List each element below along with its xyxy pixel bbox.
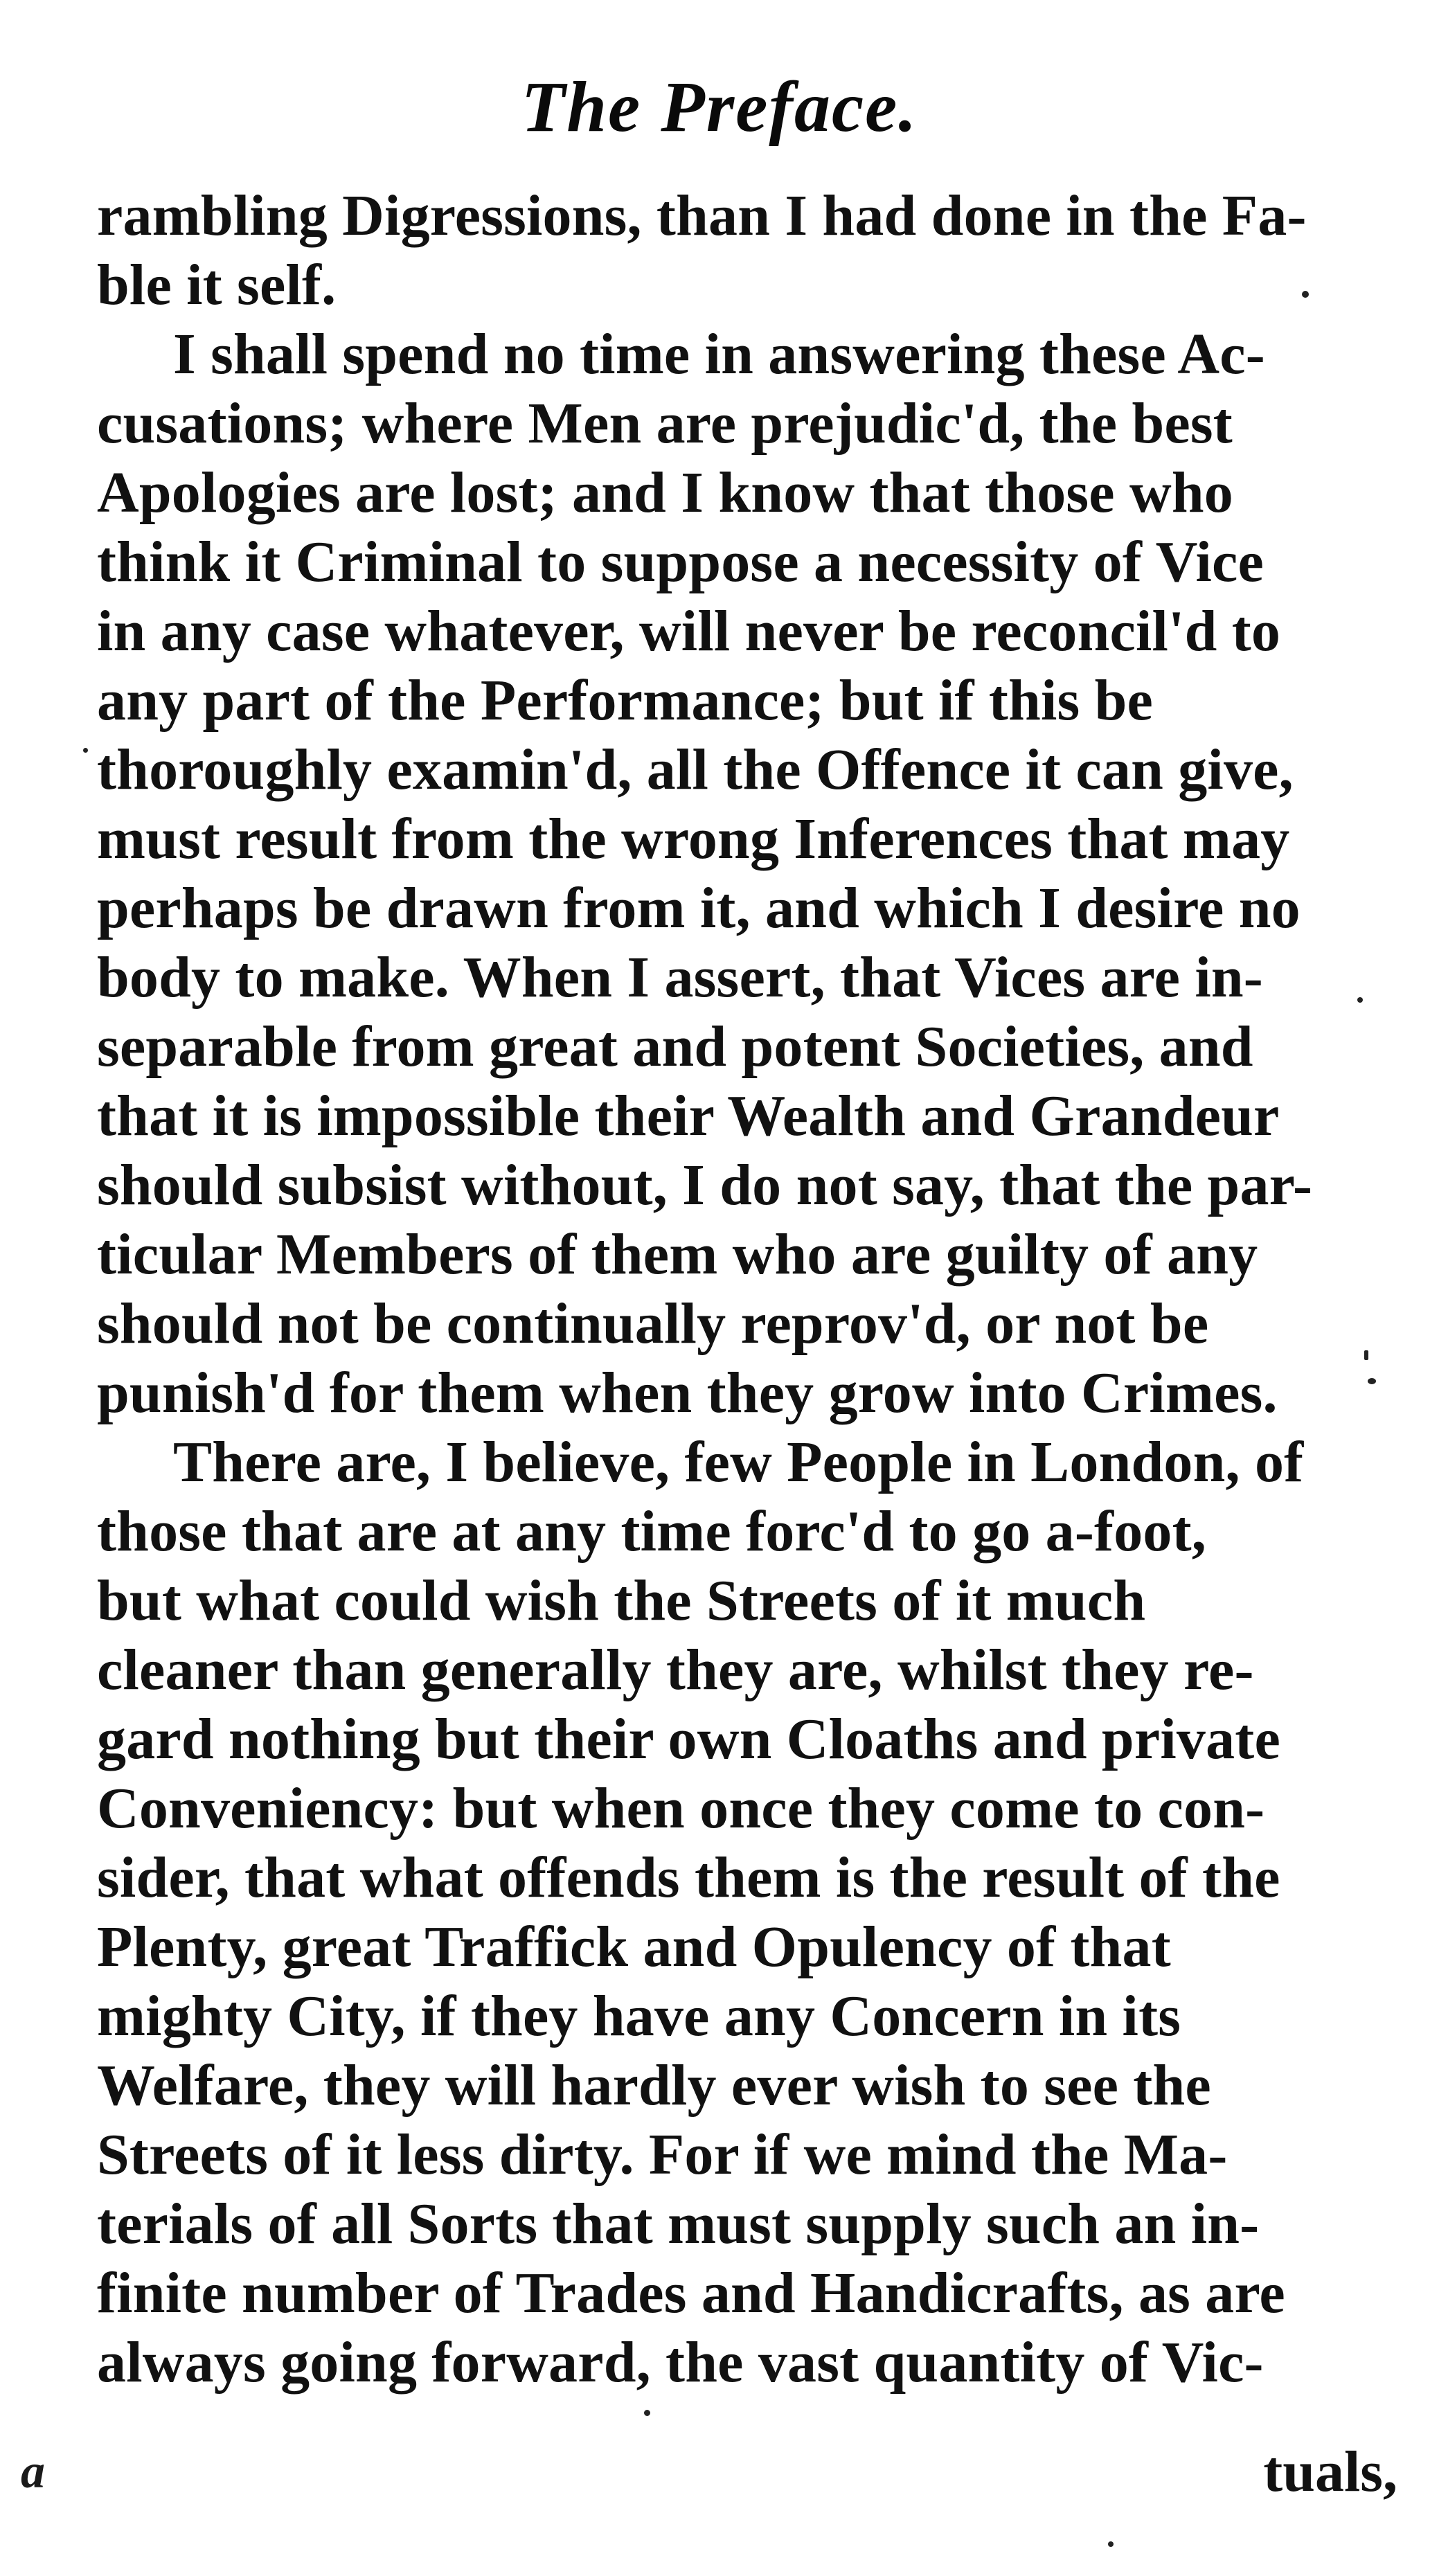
text-line: Plenty, great Traffick and Opulency of that xyxy=(97,1915,1171,1979)
text-line: ticular Members of them who are guilty of any xyxy=(97,1222,1258,1287)
text-line: cleaner than generally they are, whilst they re- xyxy=(97,1638,1254,1702)
text-line: must result from the wrong Inferences that may xyxy=(97,807,1290,871)
text-line: terials of all Sorts that must supply such an in- xyxy=(97,2192,1260,2256)
text-line: Conveniency: but when once they come to con- xyxy=(97,1776,1265,1841)
text-line: should subsist without, I do not say, that the par- xyxy=(97,1153,1313,1217)
ink-speck xyxy=(644,2410,650,2416)
text-line: separable from great and potent Societies, and xyxy=(97,1014,1253,1079)
text-line: finite number of Trades and Handicrafts, as are xyxy=(97,2261,1285,2325)
running-head: The Preface. xyxy=(521,67,918,147)
ink-speck xyxy=(1368,1378,1376,1384)
ink-speck xyxy=(83,748,88,753)
page-footer xyxy=(0,2438,1439,2514)
text-line: should not be continually reprov'd, or not be xyxy=(97,1291,1209,1356)
ink-speck xyxy=(1357,997,1363,1003)
text-line: ble it self. xyxy=(97,253,337,317)
text-line: Welfare, they will hardly ever wish to see the xyxy=(97,2053,1211,2118)
text-line: I shall spend no time in answering these Ac- xyxy=(173,322,1265,386)
text-line: always going forward, the vast quantity of Vic- xyxy=(97,2330,1264,2395)
text-line: Apologies are lost; and I know that those who xyxy=(97,460,1233,525)
text-line: in any case whatever, will never be reconcil'd to xyxy=(97,599,1281,663)
text-line: sider, that what offends them is the result of the xyxy=(97,1845,1280,1910)
body-text xyxy=(97,181,1357,2397)
signature-mark: a xyxy=(21,2445,49,2498)
text-line: gard nothing but their own Cloaths and private xyxy=(97,1707,1280,1771)
text-line: think it Criminal to suppose a necessity of Vice xyxy=(97,530,1264,594)
text-line: but what could wish the Streets of it much xyxy=(97,1568,1146,1633)
text-line: body to make. When I assert, that Vices are in- xyxy=(97,945,1263,1010)
text-line: cusations; where Men are prejudic'd, the best xyxy=(97,391,1233,456)
text-line: rambling Digressions, than I had done in the Fa- xyxy=(97,184,1307,248)
text-line: There are, I believe, few People in London, of xyxy=(173,1430,1304,1494)
ink-speck xyxy=(1302,291,1309,298)
text-line: any part of the Performance; but if this be xyxy=(97,668,1154,733)
ink-speck xyxy=(1108,2541,1114,2547)
text-line: punish'd for them when they grow into Crimes. xyxy=(97,1361,1278,1425)
text-line: perhaps be drawn from it, and which I desire no xyxy=(97,876,1301,940)
text-line: Streets of it less dirty. For if we mind the Ma- xyxy=(97,2122,1228,2187)
catchword: tuals, xyxy=(1263,2440,1397,2504)
text-line: thoroughly examin'd, all the Offence it can give, xyxy=(97,737,1294,802)
text-line: that it is impossible their Wealth and Grandeur xyxy=(97,1084,1280,1148)
text-line: those that are at any time forc'd to go a-foot, xyxy=(97,1499,1206,1564)
ink-speck xyxy=(1364,1350,1368,1360)
text-line: mighty City, if they have any Concern in its xyxy=(97,1984,1181,2048)
